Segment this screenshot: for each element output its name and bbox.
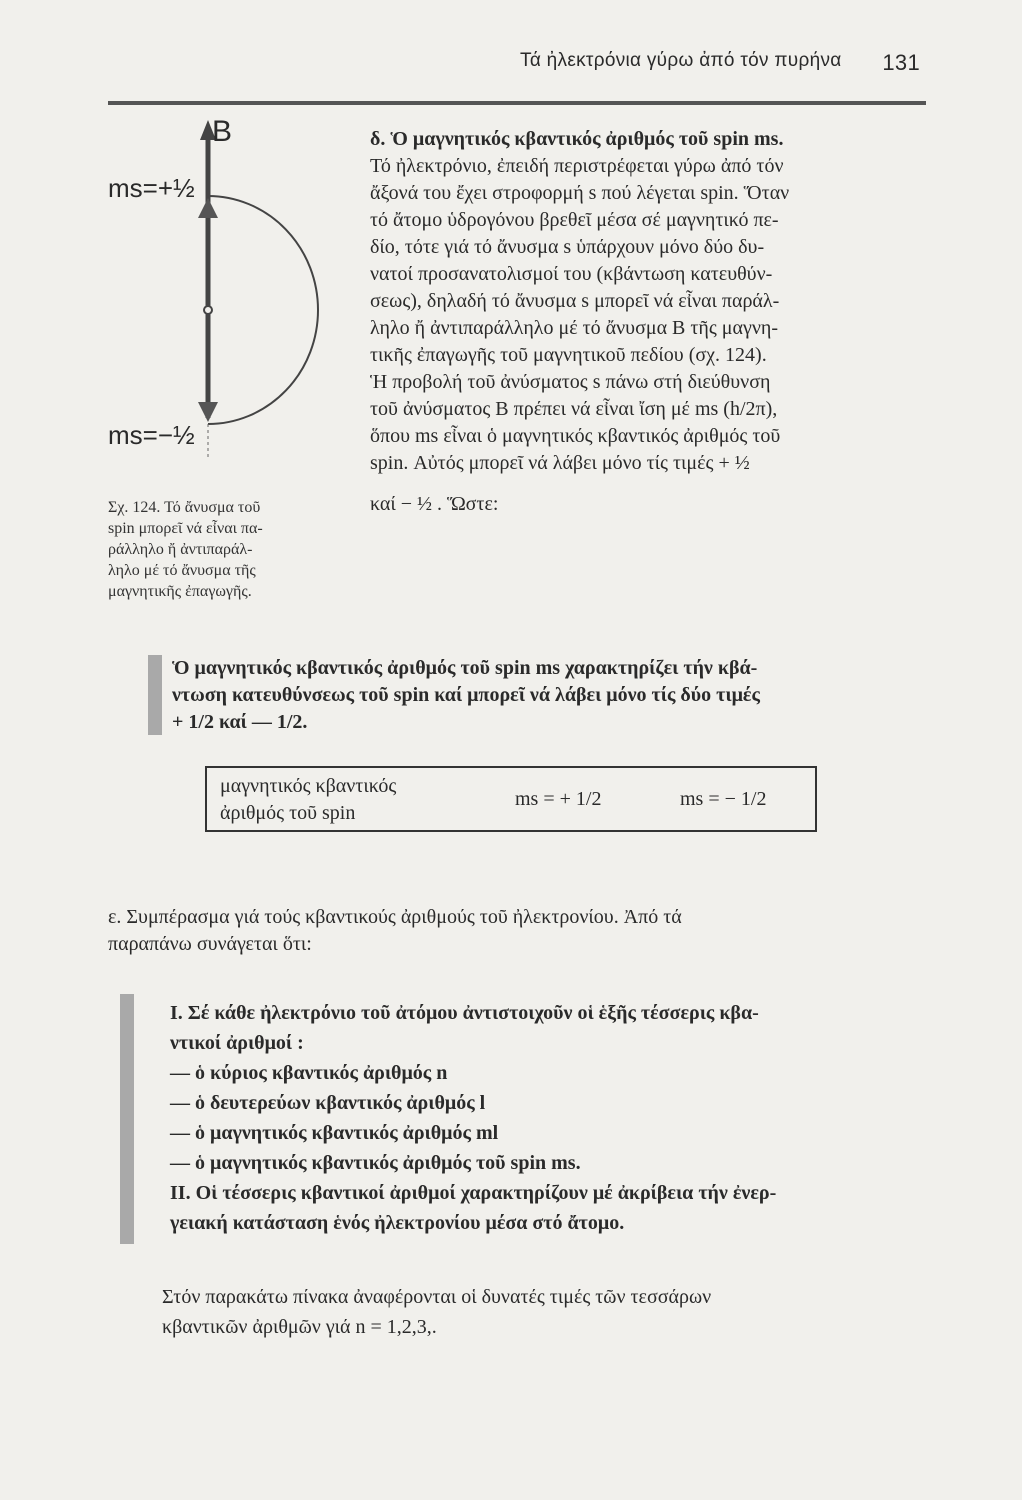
summary-point-1: I. Σέ κάθε ἠλεκτρόνιο τοῦ ἀτόμου ἀντιστοιχοῦν οἱ ἑξῆς τέσσερις κβα- <box>170 1002 759 1024</box>
quantum-number-ml: — ὁ μαγνητικός κβαντικός ἀριθμός ml <box>170 1122 499 1144</box>
label-b: B <box>212 115 233 148</box>
figure-caption: Σχ. 124. Τό ἄνυσμα τοῦ spin μπορεῖ νά εἶναι πα- ράλληλο ἤ ἀντιπαράλ- ληλο μέ τό ἄνυσμα τῆς μαγνητικῆς ἐπαγωγῆς. <box>108 499 263 600</box>
spin-down-arrow-head <box>198 402 218 422</box>
summary-point-2: II. Οἱ τέσσερις κβαντικοί ἀριθμοί χαρακτηρίζουν μέ ἀκρίβεια τήν ἐνερ- <box>170 1182 777 1204</box>
section-e: ε. Συμπέρασμα γιά τούς κβαντικούς ἀριθμούς τοῦ ἠλεκτρονίου. Ἀπό τά παραπάνω συνάγεται ὅτι: <box>108 906 682 955</box>
rule-highlight-bar <box>148 655 162 735</box>
quantum-number-l: — ὁ δευτερεύων κβαντικός ἀριθμός l <box>170 1092 486 1114</box>
section-d: δ. Ὁ μαγνητικός κβαντικός ἀριθμός τοῦ spin ms. Τό ἠλεκτρόνιο, ἐπειδή περιστρέφεται γύρω ἀπό τόν ἄξονά του ἔχει στροφορμή s πού λέγεται spin. Ὅταν τό ἄτομο ὑδρογόνου βρεθεῖ μέσα σέ μαγνητικό πε- δίο, τότε γιά τό ἄνυσμα s ὑπάρχουν μόνο δύο δυ- νατοί προσανατολισμοί του (κβάντωση κατευθύν- σεως), δηλαδή τό ἄνυσμα s μπορεῖ νά εἶναι παράλ- ληλο ἤ ἀντιπαράλληλο μέ τό ἄνυσμα B τῆς μαγνη- τικῆς ἐπαγωγῆς τοῦ μαγνητικοῦ πεδίου (σχ. 124). Ἡ προβολή τοῦ ἀνύσματος s πάνω στή διεύθυνση τοῦ ἀνύσματος B πρέπει νά εἶναι ἴση μέ ms (h/2π), ὅπου ms εἶναι ὁ μαγνητικός κβαντικός ἀριθμός τοῦ spin. Αὐτός μπορεῖ νά λάβει μόνο τίς τιμές + ½ καί − ½ . Ὥστε: <box>370 126 930 518</box>
quantum-number-ms: — ὁ μαγνητικός κβαντικός ἀριθμός τοῦ spin ms. <box>170 1152 581 1174</box>
value-box-label: μαγνητικός κβαντικός ἀριθμός τοῦ spin <box>220 775 397 824</box>
value-minus: ms = − 1/2 <box>680 788 767 810</box>
page-number: 131 <box>882 50 920 75</box>
semicircle-path <box>208 196 318 424</box>
quantum-number-n: — ὁ κύριος κβαντικός ἀριθμός n <box>170 1062 448 1084</box>
section-d-title: δ. Ὁ μαγνητικός κβαντικός ἀριθμός τοῦ spin ms. <box>370 128 784 150</box>
nucleus-dot <box>204 306 212 314</box>
spin-up-arrow-head <box>198 198 218 218</box>
page-header <box>520 50 920 75</box>
label-ms-minus: ms=−½ <box>108 420 195 450</box>
summary-highlight-bar <box>120 994 134 1244</box>
summary-block: I. Σέ κάθε ἠλεκτρόνιο τοῦ ἀτόμου ἀντιστοιχοῦν οἱ ἑξῆς τέσσερις κβα- ντικοί ἀριθμοί : — ὁ κύριος κβαντικός ἀριθμός n — ὁ δευτερεύων κβαντικός ἀριθμός l — ὁ μαγνητικός κβαντικός ἀριθμός ml — ὁ μαγνητικός κβαντικός ἀριθμός τοῦ spin ms. II. Οἱ τέσσερις κβαντικοί ἀριθμοί χαρακτηρίζουν μέ ἀκρίβεια τήν ἐνερ- γειακή κατάσταση ἑνός ἠλεκτρονίου μέσα στό ἄτομο. <box>170 998 930 1238</box>
label-ms-plus: ms=+½ <box>108 173 195 203</box>
value-plus: ms = + 1/2 <box>515 788 602 810</box>
header-rule <box>108 101 926 105</box>
running-title: Τά ἠλεκτρόνια γύρω ἀπό τόν πυρήνα <box>520 50 842 71</box>
rule-statement: Ὁ μαγνητικός κβαντικός ἀριθμός τοῦ spin ms χαρακτηρίζει τήν κβά- ντωση κατευθύνσεως τοῦ spin καί μπορεῖ νά λάβει μόνο τίς δύο τιμές + 1/2 καί — 1/2. <box>172 657 760 733</box>
closing-paragraph: Στόν παρακάτω πίνακα ἀναφέρονται οἱ δυνατές τιμές τῶν τεσσάρων κβαντικῶν ἀριθμῶν γιά n = 1,2,3,. <box>162 1286 712 1338</box>
